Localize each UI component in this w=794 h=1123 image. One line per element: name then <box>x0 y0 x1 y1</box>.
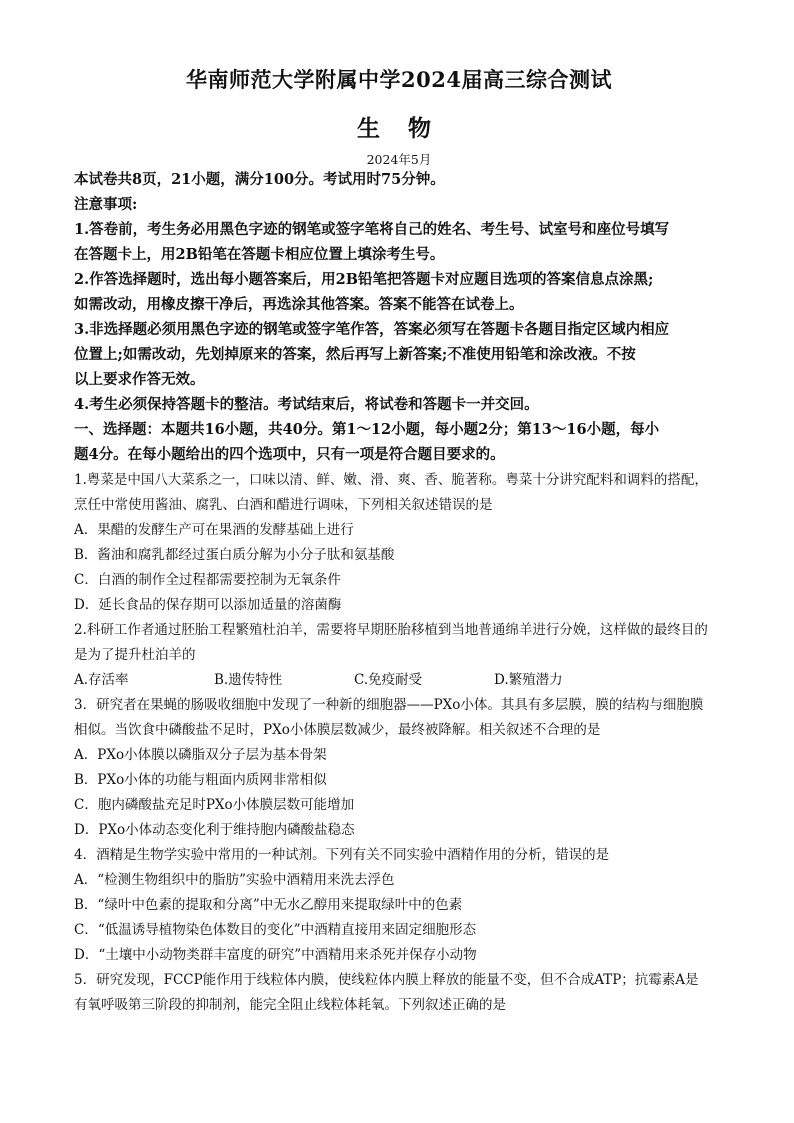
question-2-options <box>74 670 724 690</box>
question-1-stem: 烹任中常使用酱油、腐乳、白酒和醋进行调味，下列相关叙述错误的是 <box>74 497 493 513</box>
question-2-option-d: D.繁殖潜力 <box>494 672 563 688</box>
question-3-option-a: A．PXo小体膜以磷脂双分子层为基本骨架 <box>74 747 327 763</box>
notice-line: 1.答卷前，考生务必用黑色字迹的钢笔或签字笔将自己的姓名、考生号、试室号和座位号填写 <box>74 221 670 238</box>
question-2-option-b: B.遗传特性 <box>214 672 283 688</box>
question-3-stem: 3．研究者在果蝇的肠吸收细胞中发现了一种新的细胞器——PXo小体。其具有多层膜，膜的结构与细胞膜 <box>74 697 704 713</box>
notice-line: 位置上;如需改动，先划掉原来的答案，然后再写上新答案;不准使用铅笔和涂改液。不按 <box>74 346 636 363</box>
exam-date: 2024年5月 <box>366 152 432 167</box>
question-3-option-c: C．胞内磷酸盐充足时PXo小体膜层数可能增加 <box>74 797 355 813</box>
question-4-option-a: A．“检测生物组织中的脂肪”实验中酒精用来洗去浮色 <box>74 872 395 888</box>
subject-heading: 生 物 <box>356 115 441 142</box>
notice-line: 2.作答选择题时，选出每小题答案后，用2B铅笔把答题卡对应题目选项的答案信息点涂黑; <box>74 271 654 288</box>
question-2-option-a: A.存活率 <box>74 672 129 688</box>
question-4-option-b: B．“绿叶中色素的提取和分离”中无水乙醇用来提取绿叶中的色素 <box>74 897 463 913</box>
notice-line: 3.非选择题必须用黑色字迹的钢笔或签字笔作答，答案必须写在答题卡各题目指定区域内相应 <box>74 321 670 338</box>
section-heading: 题4分。在每小题给出的四个选项中，只有一项是符合题目要求的。 <box>74 446 505 463</box>
question-3-stem: 相似。当饮食中磷酸盐不足时，PXo小体膜层数减少，最终被降解。相关叙述不合理的是 <box>74 722 601 738</box>
question-5-stem: 有氧呼吸第三阶段的抑制剂，能完全阻止线粒体耗氧。下列叙述正确的是 <box>74 997 506 1013</box>
question-4-stem: 4．酒精是生物学实验中常用的一种试剂。下列有关不同实验中酒精作用的分析，错误的是 <box>74 847 610 863</box>
question-3-option-d: D．PXo小体动态变化利于维持胞内磷酸盐稳态 <box>74 822 355 838</box>
notice-line: 如需改动，用橡皮擦干净后，再选涂其他答案。答案不能答在试卷上。 <box>74 296 524 313</box>
notice-heading: 注意事项: <box>74 196 138 213</box>
question-1-option-c: C．白酒的制作全过程都需要控制为无氧条件 <box>74 572 341 588</box>
question-1-stem: 1.粤菜是中国八大菜系之一，口味以清、鲜、嫩、滑、爽、香、脆著称。粤菜十分讲究配料和调料的搭配， <box>74 472 708 488</box>
question-5-stem: 5．研究发现，FCCP能作用于线粒体内膜，使线粒体内膜上释放的能量不变，但不合成ATP；抗霉素A是 <box>74 972 699 988</box>
question-2-stem: 2.科研工作者通过胚胎工程繁殖杜泊羊，需要将早期胚胎移植到当地普通绵羊进行分娩，这样做的最终目的 <box>74 622 708 638</box>
question-4-option-d: D．“土壤中小动物类群丰富度的研究”中酒精用来杀死并保存小动物 <box>74 947 477 963</box>
question-1-option-b: B．酱油和腐乳都经过蛋白质分解为小分子肽和氨基酸 <box>74 547 395 563</box>
question-3-option-b: B．PXo小体的功能与粗面内质网非常相似 <box>74 772 327 788</box>
notice-line: 以上要求作答无效。 <box>74 371 205 388</box>
exam-title: 华南师范大学附属中学2024届高三综合测试 <box>186 67 612 92</box>
notice-line: 在答题卡上，用2B铅笔在答题卡相应位置上填涂考生号。 <box>74 246 445 263</box>
question-1-option-a: A．果醋的发酵生产可在果酒的发酵基础上进行 <box>74 522 354 538</box>
question-2-stem: 是为了提升杜泊羊的 <box>74 647 196 663</box>
question-1-option-d: D．延长食品的保存期可以添加适量的溶菌酶 <box>74 597 342 613</box>
exam-info: 本试卷共8页，21小题，满分100分。考试用时75分钟。 <box>74 171 445 188</box>
notice-line: 4.考生必须保持答题卡的整洁。考试结束后，将试卷和答题卡一并交回。 <box>74 396 539 413</box>
question-4-option-c: C．“低温诱导植物染色体数目的变化”中酒精直接用来固定细胞形态 <box>74 922 477 938</box>
section-heading: 一、选择题：本题共16小题，共40分。第1～12小题，每小题2分；第13～16小题，每小 <box>74 421 660 438</box>
question-2-option-c: C.免疫耐受 <box>354 672 423 688</box>
